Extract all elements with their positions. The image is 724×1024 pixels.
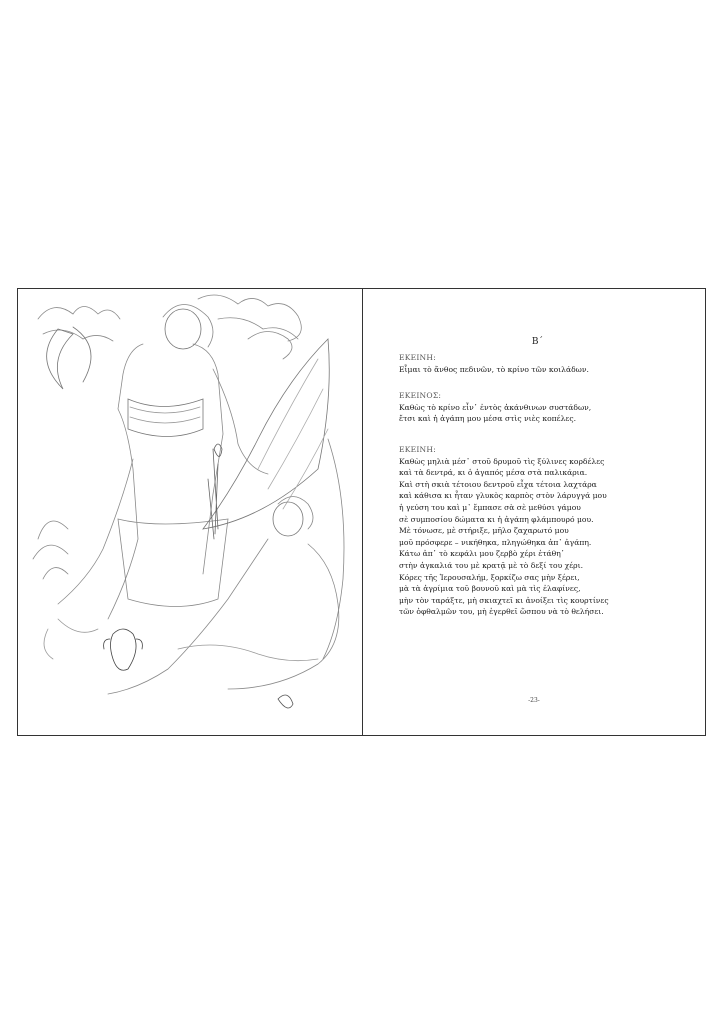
section-mark: Β΄	[531, 337, 543, 347]
verse-line: ἡ γεύση του καὶ μ᾽ ἔμπασε σὰ σὲ μεθύσι γάμου	[399, 502, 581, 512]
speaker-label: ΕΚΕΙΝΟΣ:	[399, 391, 442, 400]
verse-line: Εἶμαι τὸ ἄνθος πεδινῶν, τὸ κρίνο τῶν κοιλάδων.	[399, 364, 589, 374]
verse-line: Καθὼς τὸ κρίνο εἶν᾽ ἐντὸς ἀκάνθινων συστάδων,	[399, 402, 592, 412]
pencil-illustration	[18, 289, 362, 735]
verse-line: τῶν ὀφθαλμῶν του, μὴ ἐγερθεῖ ὥσπου νὰ τὸ θελήσει.	[399, 607, 604, 617]
page-number: -23-	[528, 697, 540, 704]
verse-line: καὶ τὰ δεντρά, κι ὁ ἀγαπός μέσα στὰ παλικάρια.	[399, 468, 588, 478]
verse-line: Κόρες τῆς Ἱερουσαλήμ, ξορκίζω σας μὴν ξέρει,	[399, 572, 580, 582]
verse-line: Καθὼς μηλιὰ μέσ᾽ στοῦ δρυμοῦ τὶς ξύλινες κορδέλες	[399, 456, 605, 466]
verse-line: μὰ τὰ ἀγρίμια τοῦ βουνοῦ καὶ μὰ τὶς ἐλαφίνες,	[399, 584, 581, 594]
book-spread	[17, 288, 706, 736]
verse-line: σὲ συμποσίου δώματα κι ἡ ἀγάπη φλάμπουρό μου.	[399, 514, 594, 524]
verse-block-1	[399, 352, 699, 375]
verse-block-2	[399, 390, 699, 425]
verse-block-3	[399, 444, 699, 618]
verse-line: Μὲ τόνωσε, μὲ στήριξε, μῆλο ζαχαρωτό μου	[399, 526, 569, 536]
speaker-label: ΕΚΕΙΝΗ:	[399, 353, 436, 362]
verse-line: Καὶ στὴ σκιὰ τέτοιου δεντροῦ εἶχα τέτοια λαχτάρα	[399, 479, 597, 489]
verse-line: μὴν τὸν ταράξτε, μὴ σκιαχτεῖ κι ἀνοίξει τὶς κουρτίνες	[399, 595, 609, 605]
verse-line: καὶ κάθισα κι ἦταν γλυκὸς καρπὸς στὸν λάρυγγά μου	[399, 491, 607, 501]
verse-line: Κάτω ἀπ᾽ τὸ κεφάλι μου ζερβὸ χέρι ἐτάθη᾽	[399, 549, 565, 559]
verse-line: ἔτσι καὶ ἡ ἀγάπη μου μέσα στὶς νιὲς κοπέλες.	[399, 414, 576, 424]
verse-line: μοῦ πρόσφερε – νικήθηκα, πληγώθηκα ἀπ᾽ ἀγάπη.	[399, 537, 592, 547]
speaker-label: ΕΚΕΙΝΗ:	[399, 445, 436, 454]
illustration-drawing	[18, 289, 362, 735]
text-page	[363, 289, 705, 735]
verse-line: στὴν ἀγκαλιά του μὲ κρατᾷ μὲ τὸ δεξί του χέρι.	[399, 560, 584, 570]
